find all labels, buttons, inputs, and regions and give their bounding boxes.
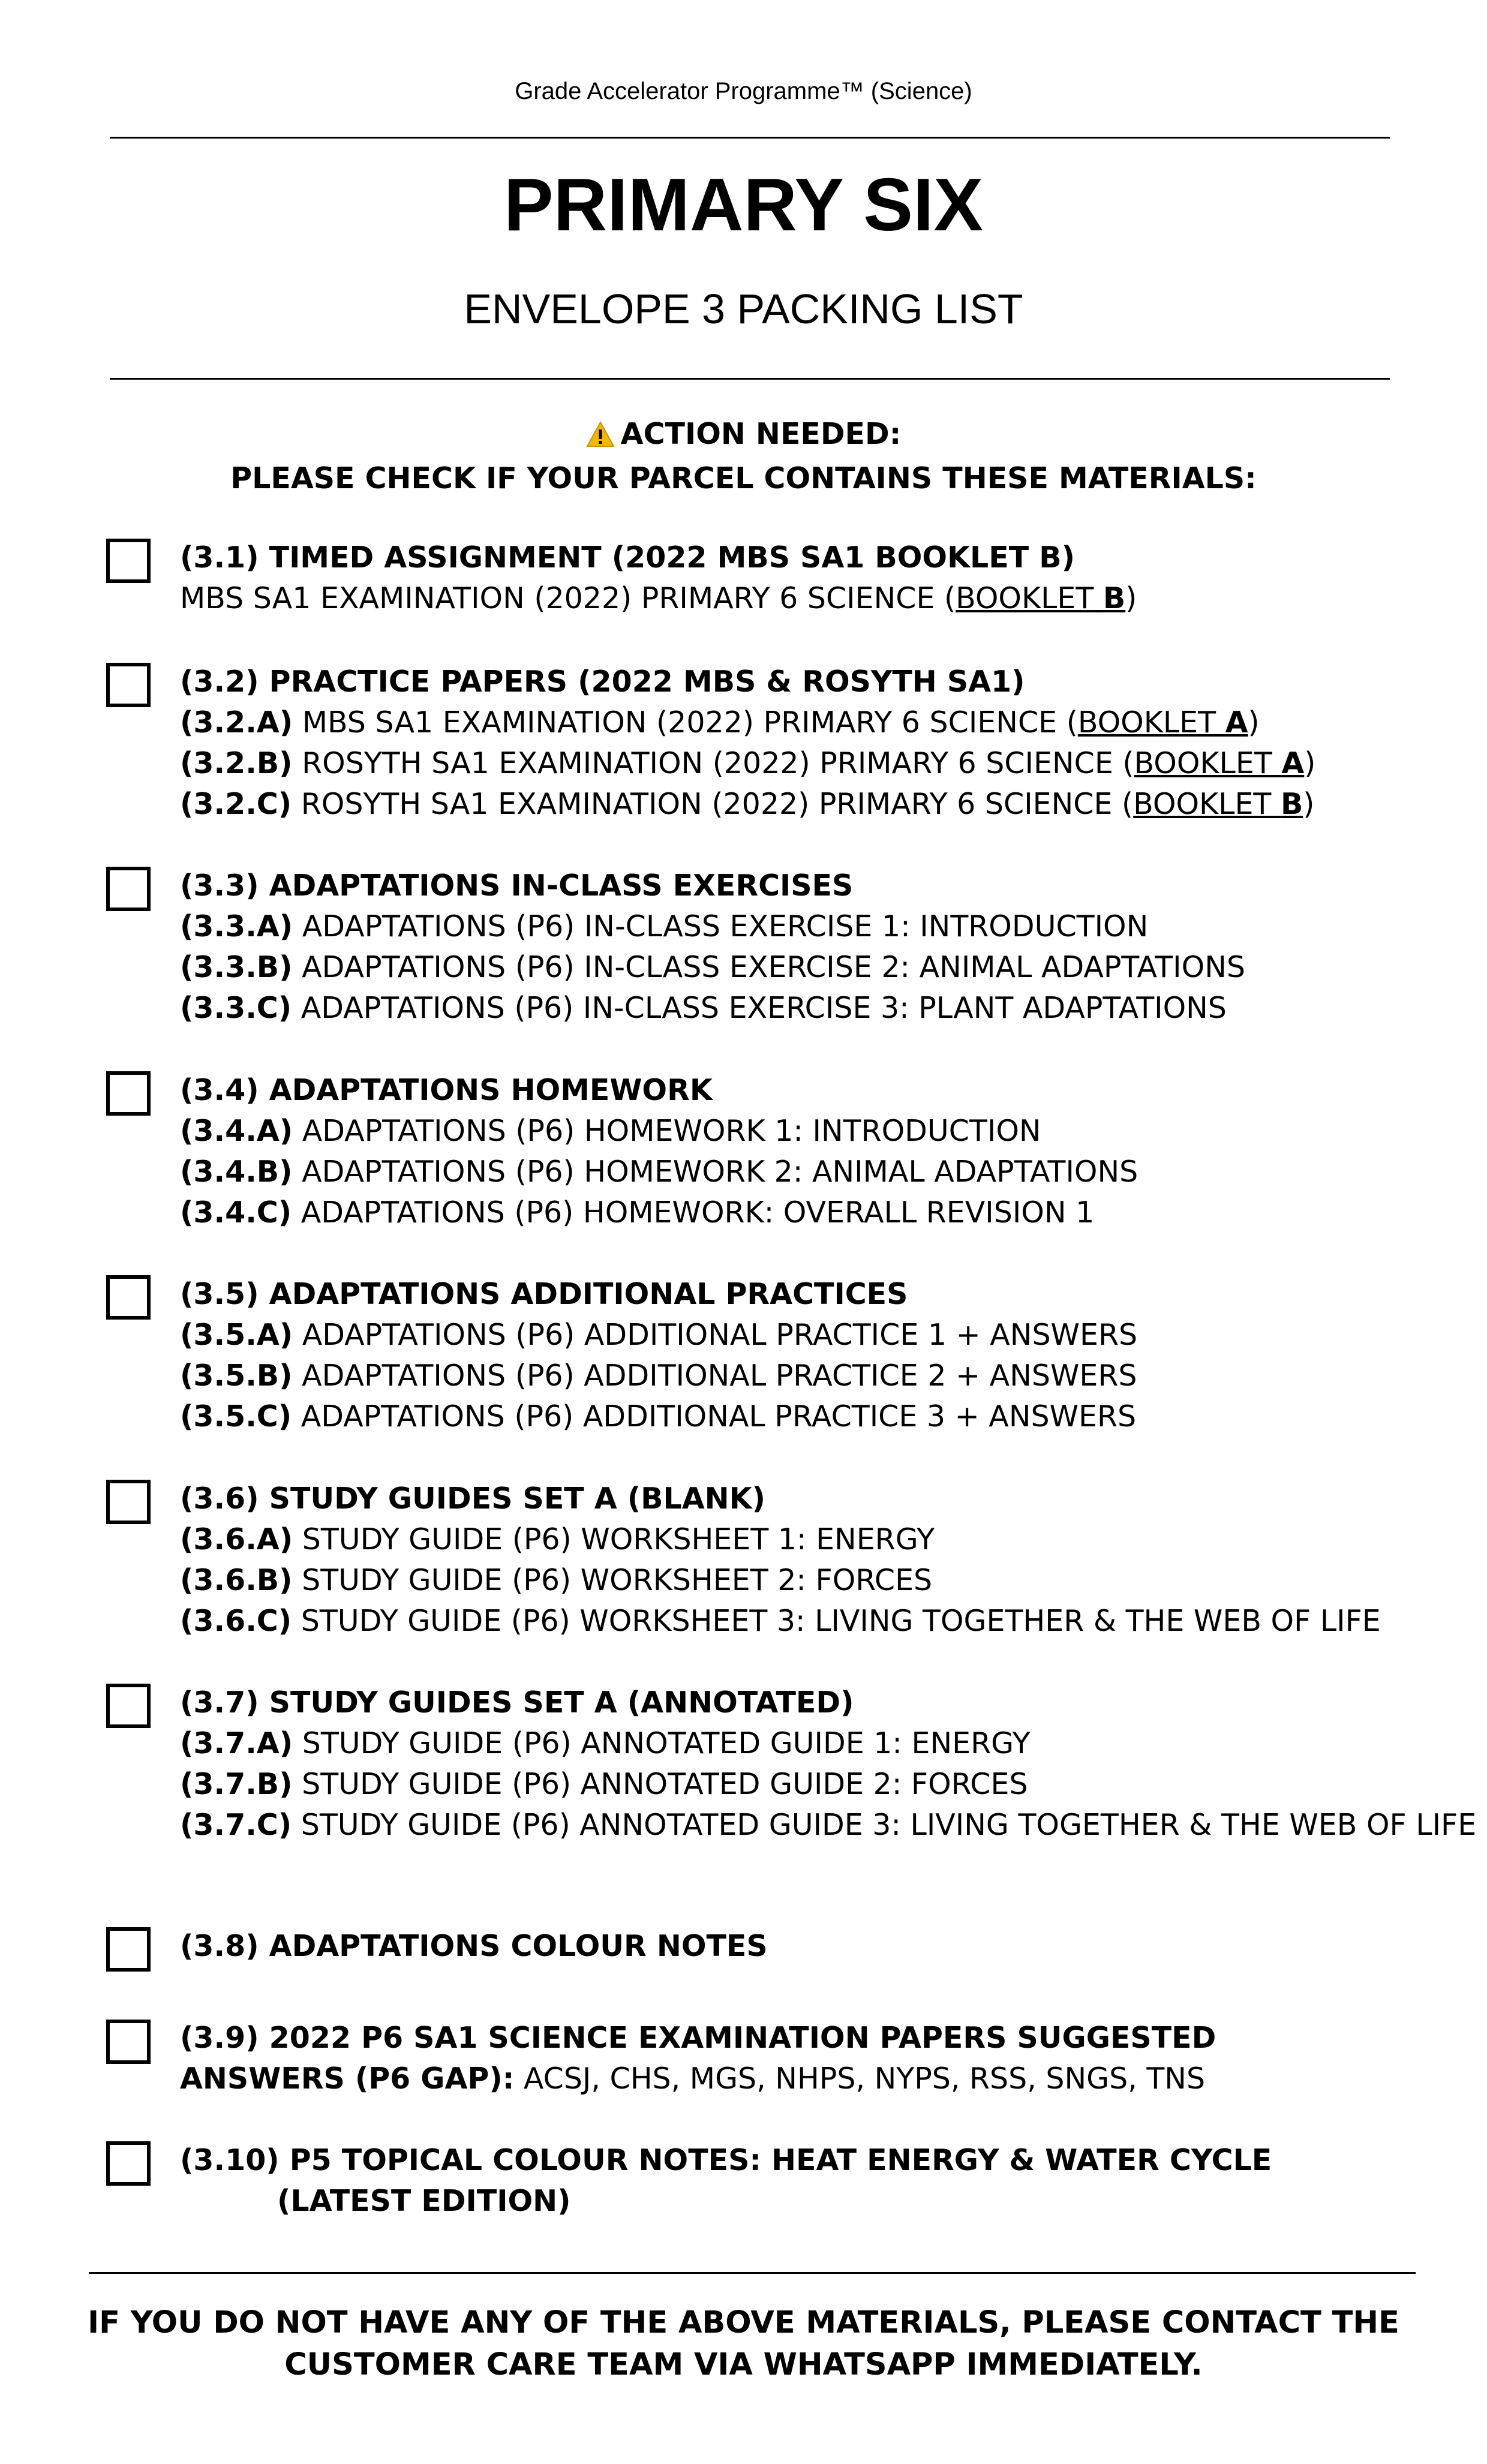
item-detail: (3.7.C) STUDY GUIDE (P6) ANNOTATED GUIDE 3: LIVING TOGETHER & THE WEB OF LIFE (180, 1808, 1477, 1842)
action-notice (0, 414, 1487, 499)
item-detail: (3.3.C) ADAPTATIONS (P6) IN-CLASS EXERCISE 3: PLANT ADAPTATIONS (180, 991, 1227, 1025)
item-heading: (3.9) 2022 P6 SA1 SCIENCE EXAMINATION PAPERS SUGGESTED ANSWERS (P6 GAP): (180, 2021, 1216, 2096)
list-item (180, 2140, 1356, 2222)
checkbox-item-3-5[interactable] (106, 1275, 151, 1320)
item-detail: (3.3.B) ADAPTATIONS (P6) IN-CLASS EXERCISE 2: ANIMAL ADAPTATIONS (180, 950, 1245, 984)
checkbox-item-3-9[interactable] (106, 2020, 151, 2064)
programme-header: Grade Accelerator Programme™ (Science) (515, 78, 972, 104)
checkbox-item-3-4[interactable] (106, 1071, 151, 1116)
checkbox-item-3-3[interactable] (106, 867, 151, 911)
warning-icon (586, 417, 615, 458)
item-heading: (3.7) STUDY GUIDES SET A (ANNOTATED) (180, 1685, 854, 1720)
item-detail: (3.2.B) ROSYTH SA1 EXAMINATION (2022) PRIMARY 6 SCIENCE (BOOKLET A) (180, 746, 1316, 780)
checkbox-item-3-10[interactable] (106, 2141, 151, 2186)
item-heading: (3.4) ADAPTATIONS HOMEWORK (180, 1073, 713, 1107)
list-item (180, 1070, 1404, 1233)
item-heading: (3.3) ADAPTATIONS IN-CLASS EXERCISES (180, 869, 854, 903)
action-title-text: ACTION NEEDED: (620, 417, 902, 451)
list-item (180, 1682, 1477, 1846)
checkbox-item-3-2[interactable] (106, 663, 151, 707)
list-item (180, 537, 1404, 619)
header-divider (110, 137, 1390, 139)
page-subtitle: ENVELOPE 3 PACKING LIST (464, 286, 1023, 332)
list-item (180, 1274, 1404, 1437)
item-heading: (3.8) ADAPTATIONS COLOUR NOTES (180, 1929, 768, 1963)
item-detail: MBS SA1 EXAMINATION (2022) PRIMARY 6 SCIENCE (BOOKLET B) (180, 581, 1137, 615)
page-title: PRIMARY SIX (503, 164, 984, 247)
item-detail: (3.6.C) STUDY GUIDE (P6) WORKSHEET 3: LIVING TOGETHER & THE WEB OF LIFE (180, 1604, 1381, 1638)
item-detail: (3.2.C) ROSYTH SA1 EXAMINATION (2022) PRIMARY 6 SCIENCE (BOOKLET B) (180, 787, 1315, 821)
title-divider (110, 378, 1390, 380)
list-item (180, 1479, 1404, 1642)
item-detail: (3.7.A) STUDY GUIDE (P6) ANNOTATED GUIDE 1: ENERGY (180, 1726, 1031, 1760)
item-heading: (3.5) ADAPTATIONS ADDITIONAL PRACTICES (180, 1277, 908, 1311)
item-detail: (3.4.B) ADAPTATIONS (P6) HOMEWORK 2: ANIMAL ADAPTATIONS (180, 1155, 1138, 1189)
item-detail: (3.6.A) STUDY GUIDE (P6) WORKSHEET 1: ENERGY (180, 1522, 935, 1556)
item-heading: (3.10) P5 TOPICAL COLOUR NOTES: HEAT ENERGY & WATER CYCLE (LATEST EDITION) (180, 2143, 1272, 2218)
checkbox-item-3-6[interactable] (106, 1480, 151, 1524)
item-heading: (3.6) STUDY GUIDES SET A (BLANK) (180, 1482, 766, 1516)
item-heading: (3.1) TIMED ASSIGNMENT (2022 MBS SA1 BOOKLET B) (180, 540, 1075, 575)
list-item (180, 662, 1404, 825)
item-detail: (3.4.A) ADAPTATIONS (P6) HOMEWORK 1: INTRODUCTION (180, 1114, 1041, 1148)
item-detail: (3.5.B) ADAPTATIONS (P6) ADDITIONAL PRACTICE 2 + ANSWERS (180, 1359, 1137, 1393)
list-item (180, 2018, 1380, 2099)
checkbox-item-3-8[interactable] (106, 1927, 151, 1972)
footer-divider (89, 2272, 1416, 2274)
item-detail: (3.7.B) STUDY GUIDE (P6) ANNOTATED GUIDE 2: FORCES (180, 1767, 1028, 1801)
action-instruction: PLEASE CHECK IF YOUR PARCEL CONTAINS THESE MATERIALS: (230, 461, 1257, 495)
list-item (180, 1926, 1404, 1967)
checkbox-item-3-7[interactable] (106, 1684, 151, 1728)
checkbox-item-3-1[interactable] (106, 539, 151, 583)
action-title (0, 414, 1487, 458)
item-detail: (3.6.B) STUDY GUIDE (P6) WORKSHEET 2: FORCES (180, 1563, 933, 1597)
list-item (180, 866, 1404, 1029)
footer-line-2: CUSTOMER CARE TEAM VIA WHATSAPP IMMEDIATELY. (284, 2347, 1203, 2382)
item-detail: (3.2.A) MBS SA1 EXAMINATION (2022) PRIMARY 6 SCIENCE (BOOKLET A) (180, 705, 1260, 740)
item-detail: (3.5.A) ADAPTATIONS (P6) ADDITIONAL PRACTICE 1 + ANSWERS (180, 1318, 1138, 1352)
item-detail: (3.3.A) ADAPTATIONS (P6) IN-CLASS EXERCISE 1: INTRODUCTION (180, 909, 1149, 943)
item-detail: (3.5.C) ADAPTATIONS (P6) ADDITIONAL PRACTICE 3 + ANSWERS (180, 1399, 1137, 1434)
item-heading: (3.2) PRACTICE PAPERS (2022 MBS & ROSYTH SA1) (180, 665, 1025, 699)
footer-line-1: IF YOU DO NOT HAVE ANY OF THE ABOVE MATERIALS, PLEASE CONTACT THE (88, 2305, 1399, 2340)
footer-notice (0, 2302, 1487, 2386)
item-detail: (3.4.C) ADAPTATIONS (P6) HOMEWORK: OVERALL REVISION 1 (180, 1195, 1095, 1230)
item-detail: ACSJ, CHS, MGS, NHPS, NYPS, RSS, SNGS, TNS (514, 2062, 1206, 2096)
